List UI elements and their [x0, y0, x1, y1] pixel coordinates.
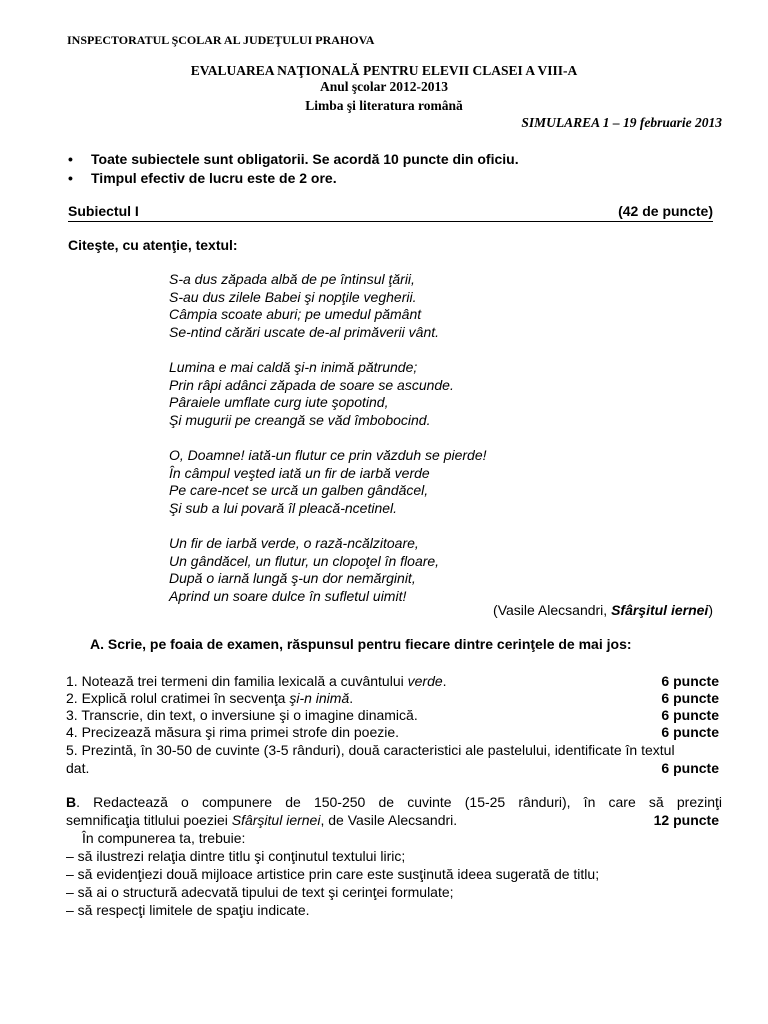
instructions-list [66, 150, 519, 188]
task-b-text-end: , de Vasile Alecsandri. [320, 812, 458, 828]
task-b-requirement: – să evidenţiezi două mijloace artistice prin care este susţinută ideea sugerată de titlu; [66, 866, 600, 882]
requirement-points: 6 puncte [661, 724, 719, 740]
poem-stanza [169, 271, 487, 341]
attribution-title: Sfârşitul iernei [611, 602, 709, 618]
attribution-author: (Vasile Alecsandri, [493, 602, 612, 618]
task-b-requirement: – să ai o structură adecvată tipului de text şi cerinţei formulate; [66, 884, 454, 900]
task-b-text: semnificaţia titlului poeziei [66, 812, 232, 828]
requirement-item [66, 759, 719, 777]
requirement-end: . [442, 673, 447, 689]
section-title: Subiectul I [68, 203, 139, 219]
requirement-text: 5. Prezintă, în 30-50 de cuvinte (3-5 rânduri), două caracteristici ale pastelului, identificate în textul [66, 742, 675, 758]
poem-line: Şi mugurii pe creangă se văd îmbobocind. [169, 411, 431, 428]
poem-line: Pe care-ncet se urcă un galben gândăcel, [169, 482, 429, 499]
requirement-points: 6 puncte [661, 673, 719, 689]
section-points: (42 de puncte) [618, 203, 713, 219]
school-year: Anul şcolar 2012-2013 [319, 79, 448, 94]
simulation-date: SIMULAREA 1 – 19 februarie 2013 [521, 115, 722, 130]
requirement-points: 6 puncte [661, 707, 719, 723]
poem-line: În câmpul veşted iată un fir de iarbă verde [169, 464, 430, 481]
requirement-points: 6 puncte [661, 690, 719, 706]
poem-line: S-au dus zilele Babei şi nopţile vegherii. [169, 288, 417, 305]
requirement-item [66, 672, 719, 690]
poem-line: Un gândăcel, un flutur, un clopoţel în floare, [169, 552, 440, 569]
requirement-emphasis: şi-n inimă [289, 690, 350, 706]
task-b-requirement: – să respecţi limitele de spaţiu indicate. [66, 902, 310, 918]
requirement-text: 2. Explică rolul cratimei în secvenţa [66, 690, 290, 706]
poem-line: Se-ntind cărări uscate de-al primăverii vânt. [169, 323, 440, 340]
instruction-item: • Timpul efectiv de lucru este de 2 ore. [66, 169, 519, 188]
task-a-heading: A. Scrie, pe foaia de examen, răspunsul pentru fiecare dintre cerinţele de mai jos: [90, 636, 632, 652]
poem-line: Lumina e mai caldă şi-n inimă pătrunde; [169, 358, 418, 375]
poem-line: Şi sub a lui povară îl pleacă-ncetinel. [169, 499, 398, 516]
task-b-label: B [66, 794, 77, 810]
task-b-requirement: – să ilustrezi relaţia dintre titlu şi conţinutul textului liric; [66, 848, 406, 864]
poem-line: S-a dus zăpada albă de pe întinsul ţării, [169, 271, 415, 287]
requirement-text: dat. [66, 760, 90, 776]
poem-attribution [493, 602, 713, 618]
requirement-item [66, 723, 719, 741]
task-b-text: . Redactează o compunere de 150-250 de cuvinte (15-25 rânduri), în care să prezinţi [76, 794, 722, 810]
task-b-poem-title: Sfârşitul iernei [231, 812, 321, 828]
requirement-item [66, 689, 719, 707]
poem-line: Prin râpi adânci zăpada de soare se ascunde. [169, 376, 454, 393]
task-b-line [66, 793, 722, 811]
subject-name: Limba şi literatura română [305, 98, 463, 113]
poem-line: După o iarnă lungă ş-un dor nemărginit, [169, 570, 416, 587]
read-prompt: Citeşte, cu atenţie, textul: [68, 237, 238, 253]
attribution-close: ) [708, 602, 713, 618]
poem-line: Aprind un soare dulce în sufletul uimit! [169, 587, 407, 604]
poem-line: O, Doamne! iată-un flutur ce prin văzduh se pierde! [169, 446, 487, 463]
poem [169, 271, 487, 623]
poem-stanza [169, 359, 487, 429]
inspectorate-name: INSPECTORATUL ŞCOLAR AL JUDEŢULUI PRAHOVA [67, 33, 375, 47]
task-b-intro: În compunerea ta, trebuie: [82, 830, 246, 846]
task-b [66, 793, 722, 919]
requirement-emphasis: verde [407, 673, 443, 689]
task-b-points: 12 puncte [653, 812, 719, 828]
poem-stanza [169, 535, 487, 605]
exam-title: EVALUAREA NAŢIONALĂ PENTRU ELEVII CLASEI A VIII-A [190, 63, 578, 78]
requirement-item [66, 706, 719, 724]
poem-line: Pâraiele umflate curg iute şopotind, [169, 394, 389, 411]
instruction-item: • Toate subiectele sunt obligatorii. Se acordă 10 puncte din oficiu. [66, 150, 519, 169]
section-heading [68, 203, 713, 222]
task-b-line [66, 811, 722, 829]
poem-line: Un fir de iarbă verde, o rază-ncălzitoare, [169, 534, 419, 551]
requirement-end: . [349, 690, 354, 706]
requirement-text: 1. Notează trei termeni din familia lexicală a cuvântului [66, 673, 408, 689]
poem-stanza [169, 447, 487, 517]
requirement-points: 6 puncte [661, 760, 719, 776]
requirement-text: 4. Precizează măsura şi rima primei strofe din poezie. [66, 724, 400, 740]
requirement-item [66, 741, 719, 759]
poem-line: Câmpia scoate aburi; pe umedul pământ [169, 306, 422, 323]
requirement-text: 3. Transcrie, din text, o inversiune şi o imagine dinamică. [66, 707, 418, 723]
